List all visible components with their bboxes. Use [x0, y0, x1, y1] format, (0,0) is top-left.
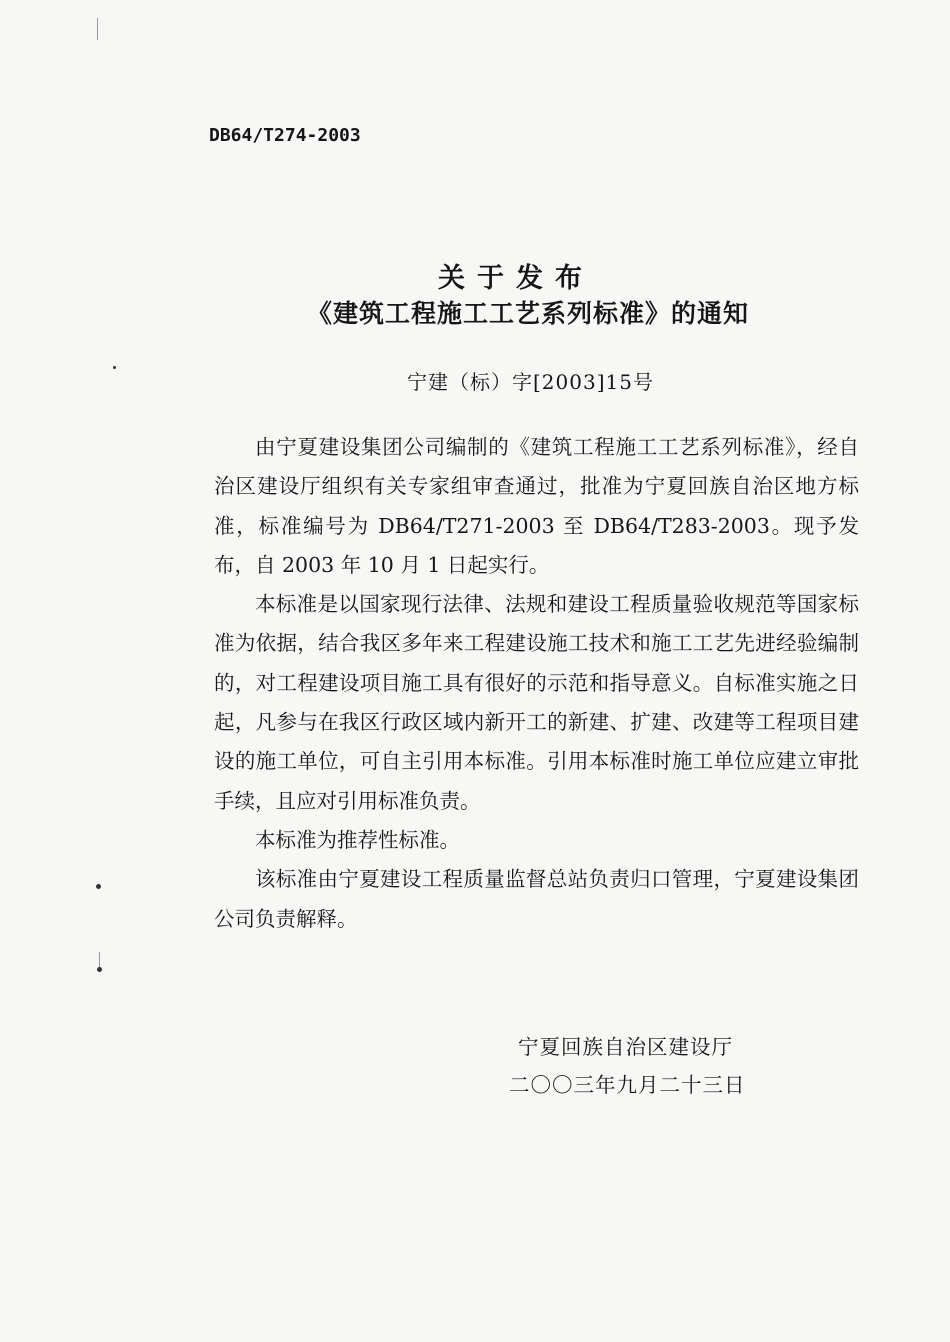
title-line-2: 《建筑工程施工工艺系列标准》的通知: [307, 299, 750, 328]
paragraph: 由宁夏建设集团公司编制的《建筑工程施工工艺系列标准》，经自治区建设厅组织有关专家组审查通过，批准为宁夏回族自治区地方标准，标准编号为 DB64/T271-2003 至 DB64/T283-2003。现予发布，自 2003 年 10 月 1 日起实行。: [214, 435, 859, 577]
standard-code: DB64/T274-2003: [209, 125, 361, 146]
scan-speck: [96, 884, 101, 889]
signature-organization: 宁夏回族自治区建设厅: [518, 1035, 733, 1059]
scan-speck: [113, 366, 116, 369]
paragraph: 该标准由宁夏建设工程质量监督总站负责归口管理，宁夏建设集团公司负责解释。: [214, 867, 859, 931]
title-line-1: 关于发布: [438, 263, 594, 294]
scan-mark: [97, 18, 98, 40]
paragraph: 本标准是以国家现行法律、法规和建设工程质量验收规范等国家标准为依据，结合我区多年来工程建设施工技术和施工工艺先进经验编制的，对工程建设项目施工具有很好的示范和指导意义。自标准实施之日起，凡参与在我区行政区域内新开工的新建、扩建、改建等工程项目建设的施工单位，可自主引用本标准。引用本标准时施工单位应建立审批手续，且应对引用标准负责。: [214, 592, 859, 813]
paragraph: 本标准为推荐性标准。: [255, 827, 460, 852]
scan-speck: [97, 967, 102, 972]
signature-date: 二〇〇三年九月二十三日: [509, 1073, 746, 1097]
document-number: 宁建（标）字[2003]15号: [407, 370, 654, 394]
notice-body: [214, 428, 859, 939]
